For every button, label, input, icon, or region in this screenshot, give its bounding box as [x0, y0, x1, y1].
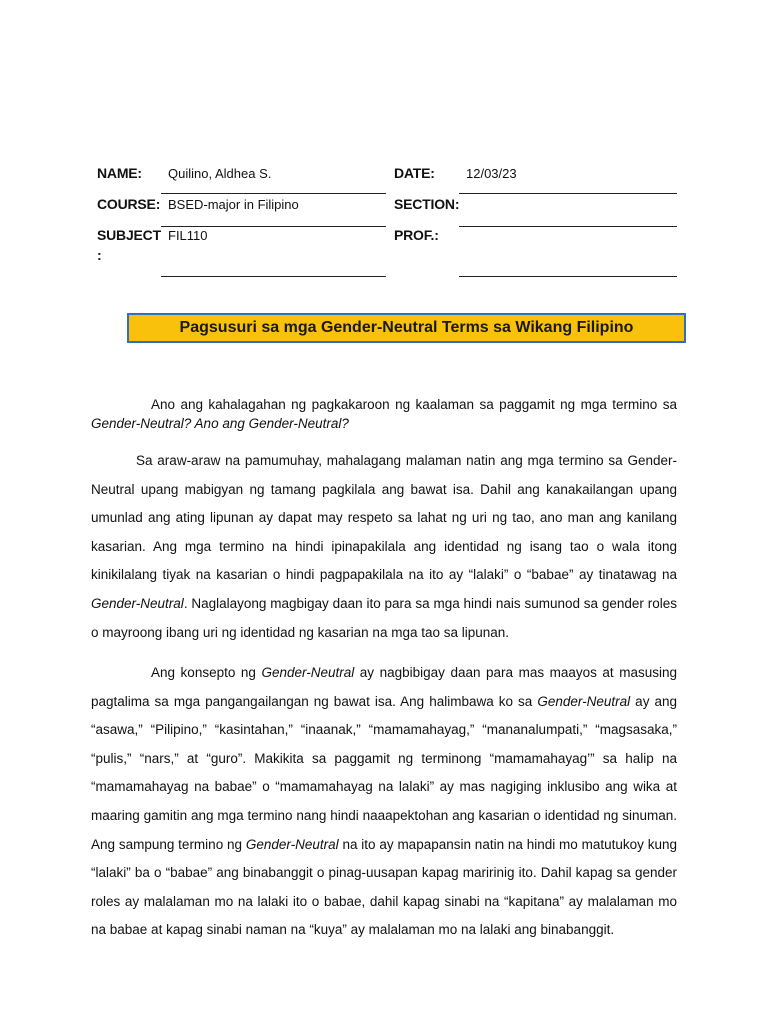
intro-question-paragraph	[91, 395, 677, 433]
prof-label: PROF.:	[394, 227, 439, 243]
p3-text-f: Gender-Neutral	[245, 836, 339, 852]
p2-text-b: Gender-Neutral	[91, 595, 184, 611]
p2-text-c: . Naglalayong magbigay daan ito para sa mga hindi nais sumunod sa gender roles o mayroong ibang uri ng identidad ng kasarian na mga tao sa lipunan.	[91, 595, 677, 640]
prof-underline	[459, 276, 677, 277]
subject-underline	[161, 276, 386, 277]
p3-text-g: na ito ay mapapansin natin na hindi mo matutukoy kung “lalaki” ba o “babae” ang binabanggit o pinag-uusapan kapag maririnig ito. Dahil kapag sa gender roles ay malalaman mo na lalaki ito o babae, dahil kapag sinabi na “kapitana” ay malalaman mo na babae at kapag sinabi naman na “kuya” ay malalaman mo na lalaki ang binabanggit.	[91, 836, 677, 938]
subject-colon: :	[97, 247, 102, 263]
course-label: COURSE:	[97, 196, 161, 212]
date-underline	[459, 193, 677, 194]
p3-text-e: ay ang “asawa,” “Pilipino,” “kasintahan,” “inaanak,” “mamamahayag,” “mananalumpati,” “magsasaka,” “pulis,” “nars,” at “guro”. Makikita sa paggamit ng terminong “mamamahayag’” sa halip na “mamamahayag na babae” o “mamamahayag na lalaki” ay mas nagiging inklusibo ang wika at maaring gamitin ang mga termino nang hindi naaapektohan ang kasarian o identidad ng sinuman. Ang sampung termino ng	[91, 693, 677, 852]
name-underline	[161, 193, 386, 194]
name-value: Quilino, Aldhea S.	[168, 166, 272, 181]
subject-label: SUBJECT	[97, 227, 161, 243]
course-underline	[161, 226, 386, 227]
p3-text-c: ay nagbibigay daan para mas maayos at masusing pagtalima sa mga pangangailangan ng bawat isa. Ang halimbawa ko sa	[91, 665, 677, 709]
p3-text-a: Ang konsepto ng	[151, 665, 262, 680]
document-title: Pagsusuri sa mga Gender-Neutral Terms sa Wikang Filipino	[127, 313, 686, 343]
course-value: BSED-major in Filipino	[168, 197, 299, 212]
section-label: SECTION:	[394, 196, 460, 212]
p3-text-b: Gender-Neutral	[261, 665, 355, 680]
date-value: 12/03/23	[466, 166, 517, 181]
p1-text-a: Ano ang kahalagahan ng pagkakaroon ng kaalaman sa paggamit ng mga termino sa	[151, 397, 677, 412]
section-underline	[459, 226, 677, 227]
date-label: DATE:	[394, 165, 435, 181]
p1-text-b: Gender-Neutral? Ano ang Gender-Neutral?	[91, 416, 349, 431]
examples-paragraph	[91, 659, 677, 945]
subject-value: FIL110	[168, 228, 208, 243]
p2-text-a: Sa araw-araw na pamumuhay, mahalagang malaman natin ang mga termino sa Gender-Neutral upang mabigyan ng tamang pagkilala ang bawat isa. Dahil ang kanakailangan upang umunlad ang ating lipunan ay dapat may respeto sa lahat ng uri ng tao, ano man ang kanilang kasarian. Ang mga termino na hindi ipinapakilala ang identidad ng isang tao o wala itong kinikilalang tiyak na kasarian o hindi pagpapakilala na ito ay “lalaki” o “babae” ay tinatawag na	[91, 453, 677, 583]
definition-paragraph	[91, 447, 677, 647]
p3-text-d: Gender-Neutral	[537, 693, 631, 709]
name-label: NAME:	[97, 165, 142, 181]
